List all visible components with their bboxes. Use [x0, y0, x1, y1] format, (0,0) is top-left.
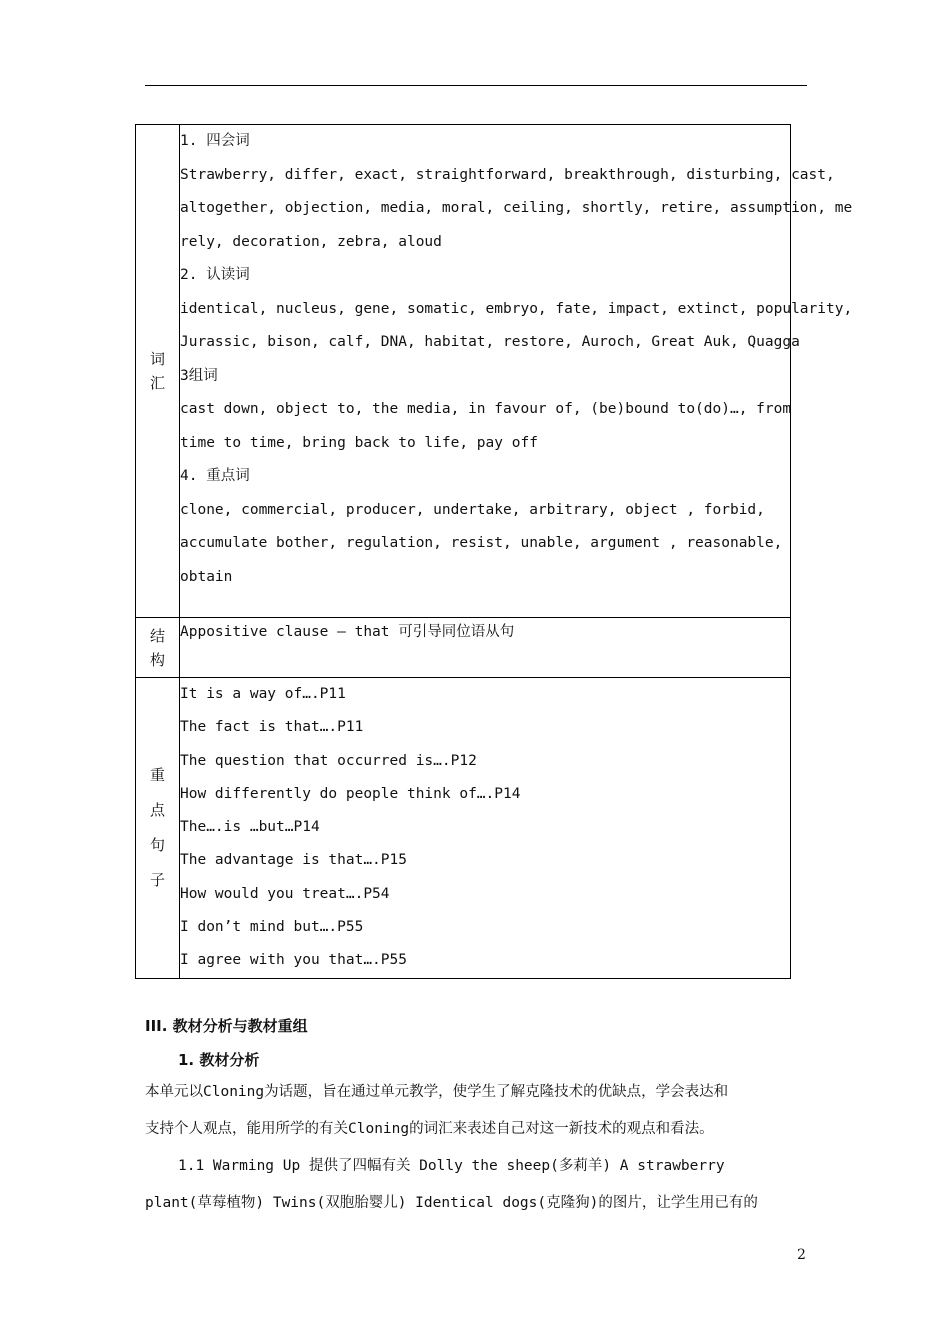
structure-text: Appositive clause — that 可引导同位语从句 — [180, 624, 515, 640]
header-rule — [145, 85, 807, 86]
paragraph-line: 支持个人观点，能用所学的有关Cloning的词汇来表述自己对这一新技术的观点和看法。 — [145, 1121, 714, 1137]
key-words-line: clone, commercial, producer, undertake, arbitrary, object , forbid, — [180, 501, 765, 518]
sentences-label: 重 点 句 子 — [136, 678, 180, 979]
sentence-item: It is a way of….P11 — [180, 686, 346, 702]
section-subtitle: 1. 教材分析 — [178, 1051, 260, 1069]
sentence-item: How would you treat….P54 — [180, 885, 390, 902]
four-skill-line: altogether, objection, media, moral, ceiling, shortly, retire, assumption, me — [180, 200, 853, 216]
paragraph-line: 1.1 Warming Up 提供了四幅有关 Dolly the sheep(多莉羊) A strawberry — [178, 1158, 725, 1174]
structure-label: 结 构 — [136, 618, 180, 678]
phrases-line: cast down, object to, the media, in favour of, (be)bound to(do)…, from — [180, 401, 792, 417]
four-skill-line: Strawberry, differ, exact, straightforward, breakthrough, disturbing, cast, — [180, 166, 835, 183]
four-skill-heading: 1. 四会词 — [180, 133, 250, 149]
vocab-row — [136, 125, 791, 618]
paragraph-line: plant(草莓植物) Twins(双胞胎婴儿) Identical dogs(克隆狗)的图片，让学生用已有的 — [145, 1195, 758, 1211]
key-words-line: obtain — [180, 568, 233, 585]
sentence-item: I don’t mind but….P55 — [180, 919, 364, 936]
vocabulary-table — [135, 124, 853, 979]
sentence-item: How differently do people think of….P14 — [180, 785, 521, 802]
section-title: III. 教材分析与教材重组 — [145, 1017, 308, 1035]
vocab-cell — [180, 125, 853, 618]
recognize-line: Jurassic, bison, calf, DNA, habitat, restore, Auroch, Great Auk, Quagga — [180, 334, 800, 350]
sentence-item: The fact is that….P11 — [180, 719, 364, 736]
phrases-line: time to time, bring back to life, pay off — [180, 434, 538, 451]
four-skill-line: rely, decoration, zebra, aloud — [180, 233, 442, 250]
paragraph-line: 本单元以Cloning为话题，旨在通过单元教学，使学生了解克隆技术的优缺点，学会表达和 — [145, 1084, 729, 1100]
sentences-row — [136, 678, 791, 979]
phrases-heading: 3组词 — [180, 367, 218, 384]
sentences-cell — [180, 678, 791, 979]
vocab-label: 词 汇 — [136, 125, 180, 618]
recognize-line: identical, nucleus, gene, somatic, embryo, fate, impact, extinct, popularity, — [180, 300, 853, 317]
sentence-item: I agree with you that….P55 — [180, 952, 407, 969]
key-words-line: accumulate bother, regulation, resist, unable, argument , reasonable, — [180, 535, 783, 551]
sentence-item: The question that occurred is….P12 — [180, 752, 477, 769]
recognize-heading: 2. 认读词 — [180, 267, 250, 283]
sentence-item: The advantage is that….P15 — [180, 852, 407, 869]
structure-cell — [180, 618, 791, 678]
key-words-heading: 4. 重点词 — [180, 468, 250, 484]
structure-row — [136, 618, 791, 678]
page-number: 2 — [797, 1247, 806, 1263]
sentence-item: The….is …but…P14 — [180, 819, 320, 836]
